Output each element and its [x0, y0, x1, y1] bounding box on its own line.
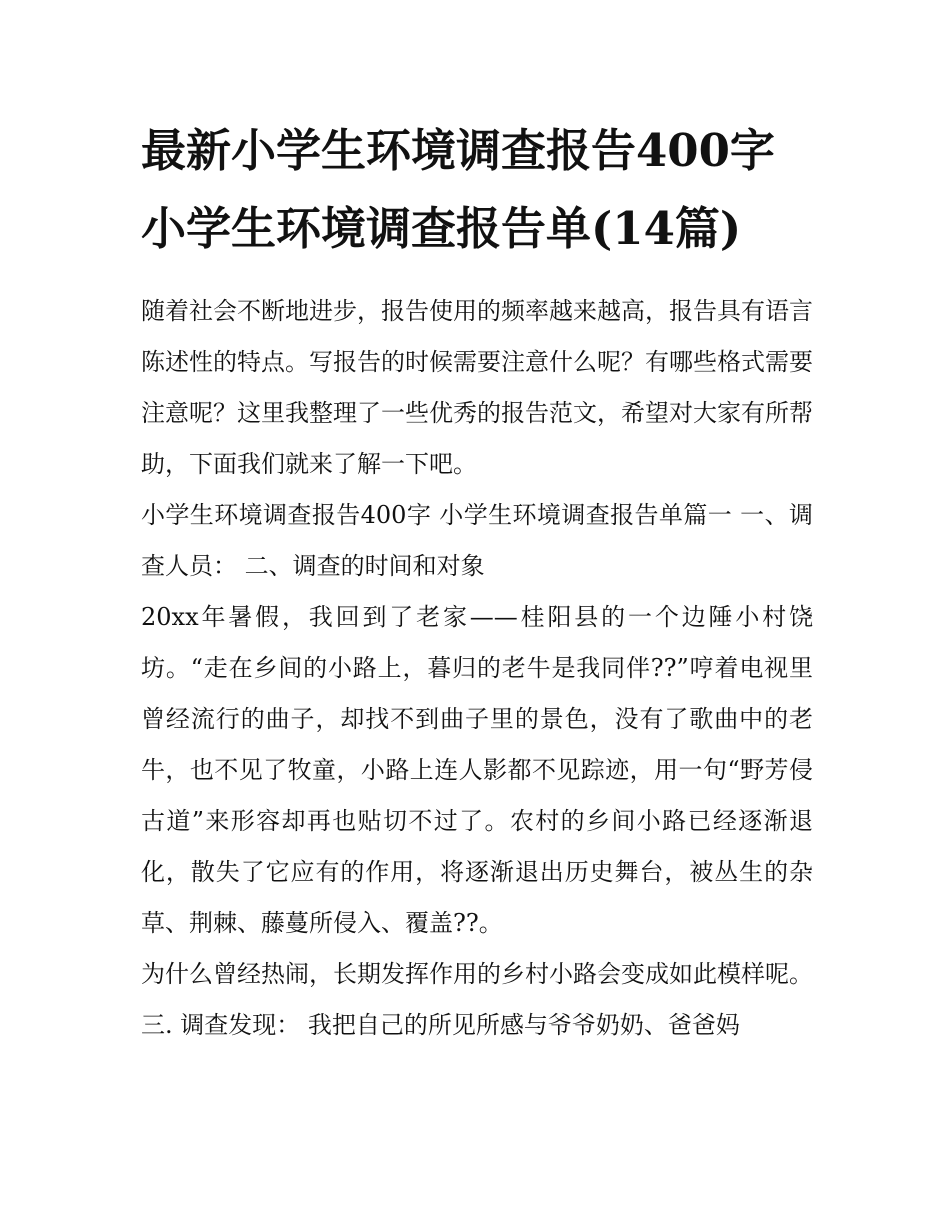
document-title: 最新小学生环境调查报告400字 小学生环境调查报告单(14篇) — [141, 124, 775, 255]
document-body — [141, 112, 813, 1051]
section-heading-paragraph: 小学生环境调查报告400字 小学生环境调查报告单篇一 一、调查人员： 二、调查的时间和对象 — [141, 501, 813, 580]
intro-paragraph: 随着社会不断地进步，报告使用的频率越来越高，报告具有语言陈述性的特点。写报告的时候需要注意什么呢？有哪些格式需要注意呢？这里我整理了一些优秀的报告范文，希望对大家有所帮助，下面我们就来了解一下吧。 — [141, 297, 813, 478]
body-paragraph: 为什么曾经热闹，长期发挥作用的乡村小路会变成如此模样呢。 三. 调查发现： 我把自己的所见所感与爷爷奶奶、爸爸妈 — [141, 960, 813, 1039]
body-paragraph: 20xx年暑假，我回到了老家——桂阳县的一个边陲小村饶坊。“走在乡间的小路上，暮归的老牛是我同伴??”哼着电视里曾经流行的曲子，却找不到曲子里的景色，没有了歌曲中的老牛，也不见了牧童，小路上连人影都不见踪迹，用一句“野芳侵古道”来形容却再也贴切不过了。农村的乡间小路已经逐渐退化，散失了它应有的作用，将逐渐退出历史舞台，被丛生的杂草、荆棘、藤蔓所侵入、覆盖??。 — [141, 603, 813, 937]
